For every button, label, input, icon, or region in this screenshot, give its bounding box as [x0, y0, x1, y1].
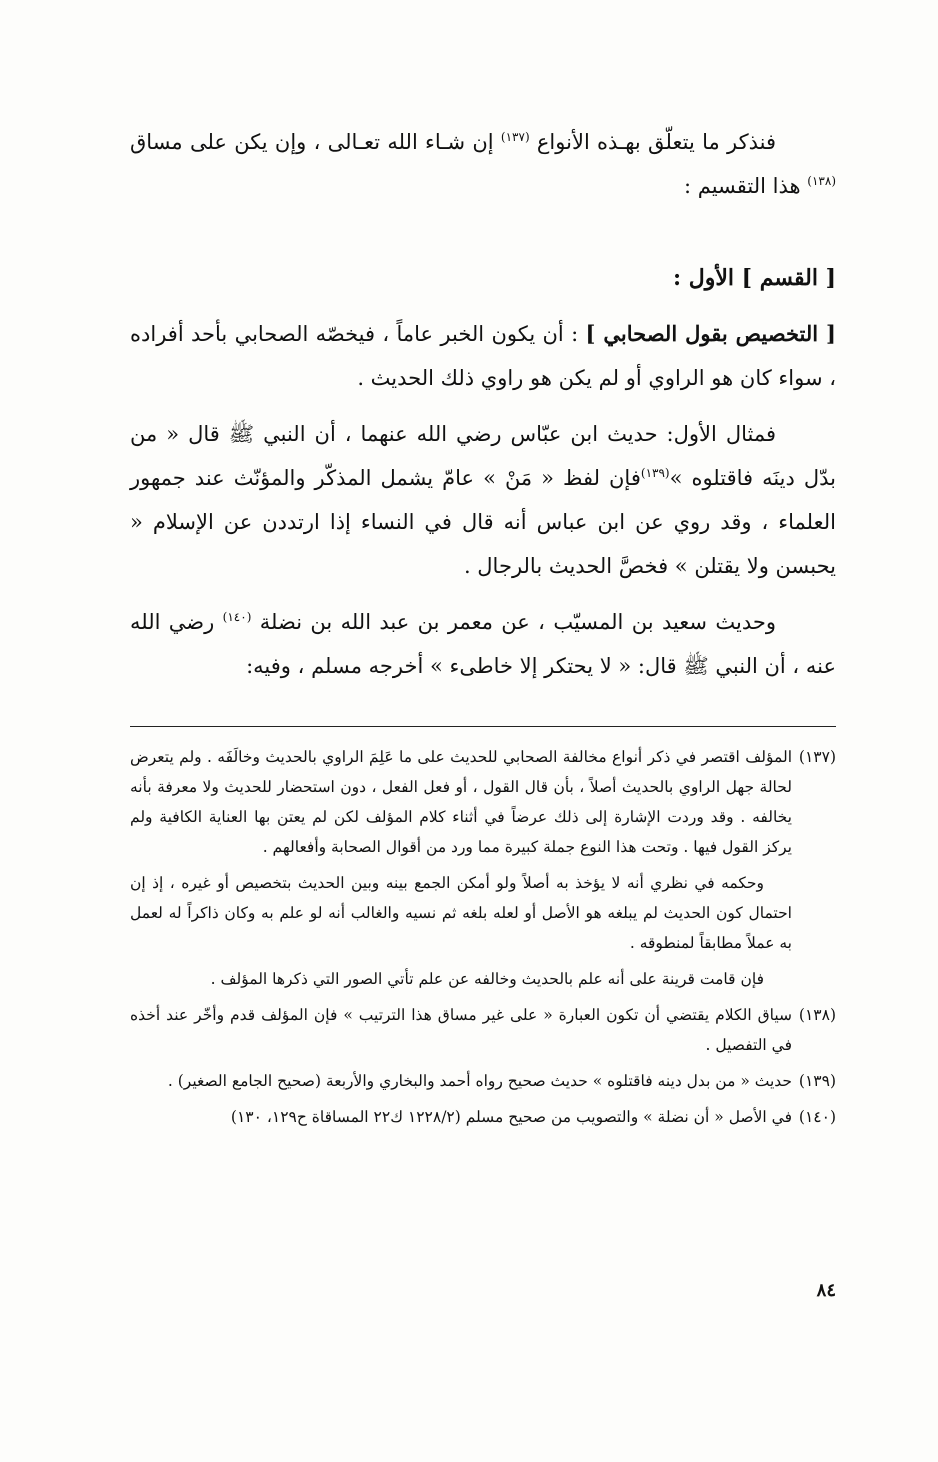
footnotes	[130, 742, 836, 1132]
footnote-divider	[130, 726, 836, 727]
footnote-137	[130, 742, 836, 994]
footnote-139-text: حديث « من بدل دينه فاقتلوه » حديث صحيح رواه أحمد والبخاري والأربعة (صحيح الجامع الصغير) .	[167, 1072, 792, 1090]
footnote-138	[130, 1000, 836, 1060]
intro-text-c: هذا التقسيم :	[683, 174, 801, 198]
footnote-137-number: (١٣٧)	[798, 748, 836, 766]
second-example-text-a: وحديث سعيد بن المسيّب ، عن معمر بن عبد الله بن نضلة	[259, 610, 776, 634]
intro-text-a: فنذكر ما يتعلّق بهـذه الأنواع	[536, 130, 776, 154]
second-example-paragraph	[130, 600, 836, 688]
footnote-139	[130, 1066, 836, 1096]
footnote-138-text: سياق الكلام يقتضي أن تكون العبارة « على غير مساق هذا الترتيب » فإن المؤلف قدم وأخّر عند أخذه في التفصيل .	[130, 1006, 792, 1054]
footnote-137-paragraph-2: وحكمه في نظري أنه لا يؤخذ به أصلاً ولو أمكن الجمع بينه وبين الحديث بتخصيص أو غيره ، إذ إن احتمال كون الحديث لم يبلغه هو الأصل أو لعله بلغه ثم نسيه والغالب أنه لو علم به وكان ذاكراً له لعمل به عملاً مطابقاً لمنطوقه .	[130, 874, 792, 952]
footnote-140	[130, 1102, 836, 1132]
second-example-text-b: رضي الله عنه ، أن النبي ﷺ قال: « لا يحتكر إلا خاطىء » أخرجه مسلم ، وفيه:	[130, 610, 836, 678]
specification-text: : أن يكون الخبر عاماً ، فيخصّه الصحابي بأحد أفراده ، سواء كان هو الراوي أو لم يكن هو راوي ذلك الحديث .	[130, 322, 836, 390]
specification-title: [ التخصيص بقول الصحابي ]	[585, 321, 836, 346]
intro-paragraph	[130, 120, 836, 208]
first-example-text-b: فإن لفظ « مَنْ » عامّ يشمل المذكّر والمؤنّث عند جمهور العلماء ، وقد روي عن ابن عباس أنه قال في النساء إذا ارتددن عن الإسلام « يحبسن ولا يقتلن » فخصَّ الحديث بالرجال .	[130, 466, 836, 578]
footnote-140-text: في الأصل « أن نضلة » والتصويب من صحيح مسلم (١٢٢٨/٢ ك٢٢ المساقاة ح١٢٩، ١٣٠)	[230, 1108, 792, 1126]
section-heading: [ القسم ] الأول :	[672, 265, 836, 291]
footnote-ref-140[interactable]: (١٤٠)	[222, 610, 252, 624]
footnote-137-paragraph-1: المؤلف اقتصر في ذكر أنواع مخالفة الصحابي للحديث على ما عَلِمَ الراوي بالحديث وخالَفَه . ولم يتعرض لحالة جهل الراوي بالحديث أصلاً ، بأن قال القول ، أو فعل الفعل ، دون استحضار للحديث ولا معرفة بأنه يخالفه . وقد وردت الإشارة إلى ذلك عرضاً في أثناء كلام المؤلف لكن لم يعتن بها العناية الكافية ولم يركز القول فيها . وتحت هذا النوع جملة كبيرة مما ورد من أقوال الصحابة وأفعالهم .	[130, 748, 792, 856]
first-example-paragraph	[130, 412, 836, 588]
footnote-137-body	[130, 742, 792, 994]
footnote-ref-137[interactable]: (١٣٧)	[500, 130, 530, 144]
footnote-139-number: (١٣٩)	[798, 1072, 836, 1090]
footnote-140-number: (١٤٠)	[798, 1108, 836, 1126]
page-number: ٨٤	[816, 1280, 836, 1301]
footnote-ref-139[interactable]: (١٣٩)	[640, 466, 670, 480]
footnote-138-number: (١٣٨)	[798, 1006, 836, 1024]
footnote-137-paragraph-3: فإن قامت قرينة على أنه علم بالحديث وخالفه عن علم تأتي الصور التي ذكرها المؤلف .	[210, 970, 764, 988]
main-text	[130, 120, 836, 688]
first-example-text-a: فمثال الأول: حديث ابن عبّاس رضي الله عنهما ، أن النبي ﷺ قال « من بدّل دينَه فاقتلوه »	[130, 422, 836, 490]
specification-paragraph	[130, 312, 836, 400]
intro-text-b: إن شـاء الله تعـالى ، وإن يكن على مساق	[130, 130, 494, 154]
footnote-ref-138[interactable]: (١٣٨)	[807, 174, 836, 188]
